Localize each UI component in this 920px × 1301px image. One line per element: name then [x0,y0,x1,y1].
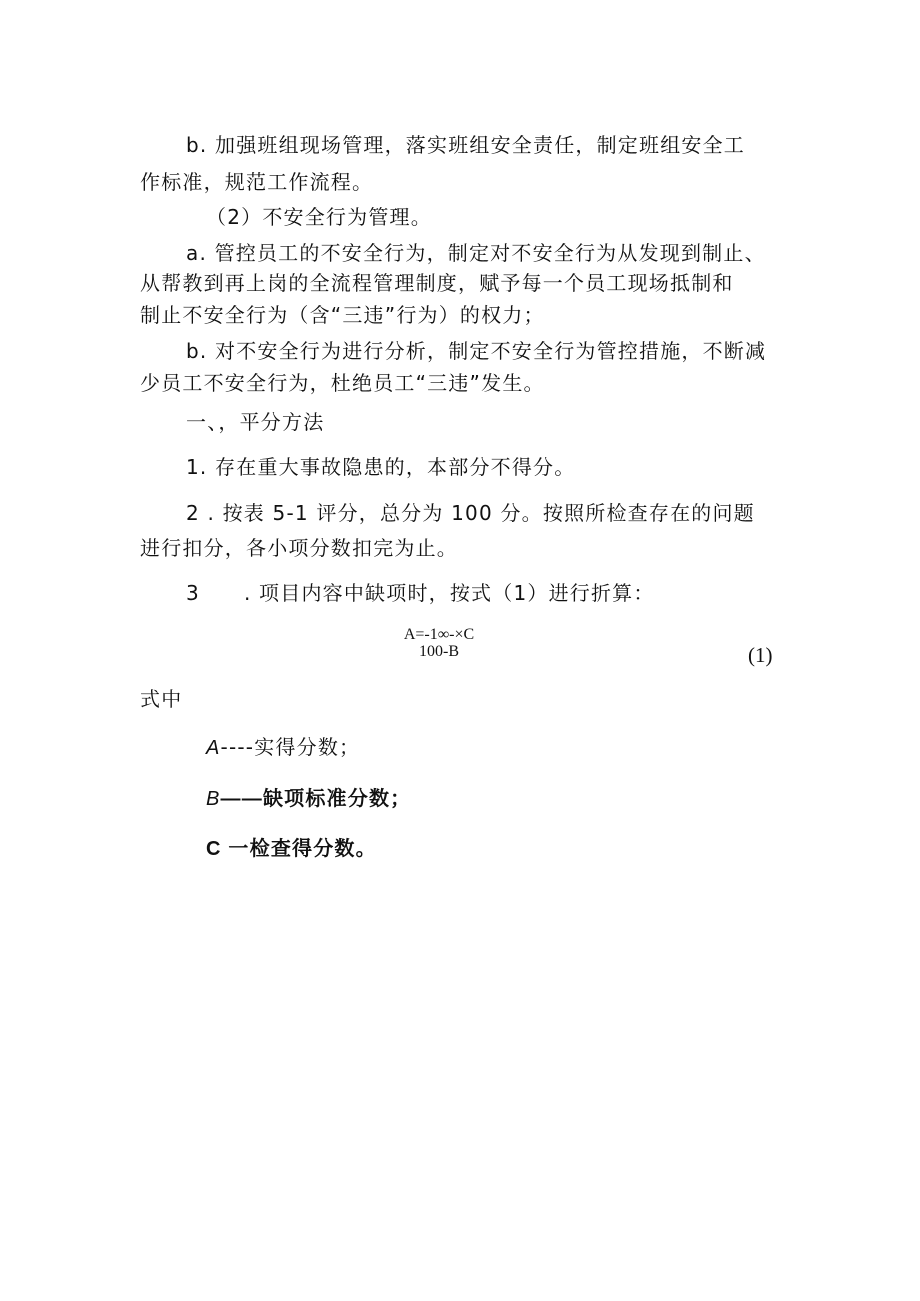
paragraph-line: b. 加强班组现场管理，落实班组安全责任，制定班组安全工 [186,133,746,157]
definition-text: ----实得分数； [220,735,361,759]
list-item: 1. 存在重大事故隐患的，本部分不得分。 [186,455,576,479]
list-item: 2 . 按表 5-1 评分，总分为 100 分。按照所检查存在的问题 [186,501,755,525]
definition-a [206,730,360,765]
list-item [186,576,655,610]
formula-denominator: 100-B [419,643,459,660]
paragraph-line: 作标准，规范工作流程。 [140,170,374,194]
paragraph-line: 少员工不安全行为，杜绝员工“三违”发生。 [140,371,545,395]
paragraph-line: a. 管控员工的不安全行为，制定对不安全行为从发现到制止、 [186,241,766,265]
where-label: 式中 [140,687,183,711]
paragraph-line: 制止不安全行为（含“三违”行为）的权力； [140,303,545,327]
definition-text: 一检查得分数。 [221,838,377,860]
paragraph-line: 进行扣分，各小项分数扣完为止。 [140,536,458,560]
section-heading: 一、，平分方法 [186,410,325,434]
variable-c: C [206,838,222,860]
definition-c [206,832,377,866]
paragraph-line: 从帮教到再上岗的全流程管理制度，赋予每一个员工现场抵制和 [140,271,734,295]
section-heading: （2）不安全行为管理。 [206,205,432,229]
formula-numerator: A=-1∞-×C [403,626,475,643]
variable-a: A [206,737,221,759]
equation-number: (1) [748,643,773,667]
definition-text: ——缺项标准分数； [220,788,412,810]
paragraph-line: b. 对不安全行为进行分析，制定不安全行为管控措施，不断减 [186,339,767,363]
variable-b: B [206,788,221,810]
list-item-number: 3 [186,581,200,605]
formula [384,626,494,660]
list-item-text: . 项目内容中缺项时，按式（1）进行折算： [243,581,655,605]
definition-b [206,782,411,816]
